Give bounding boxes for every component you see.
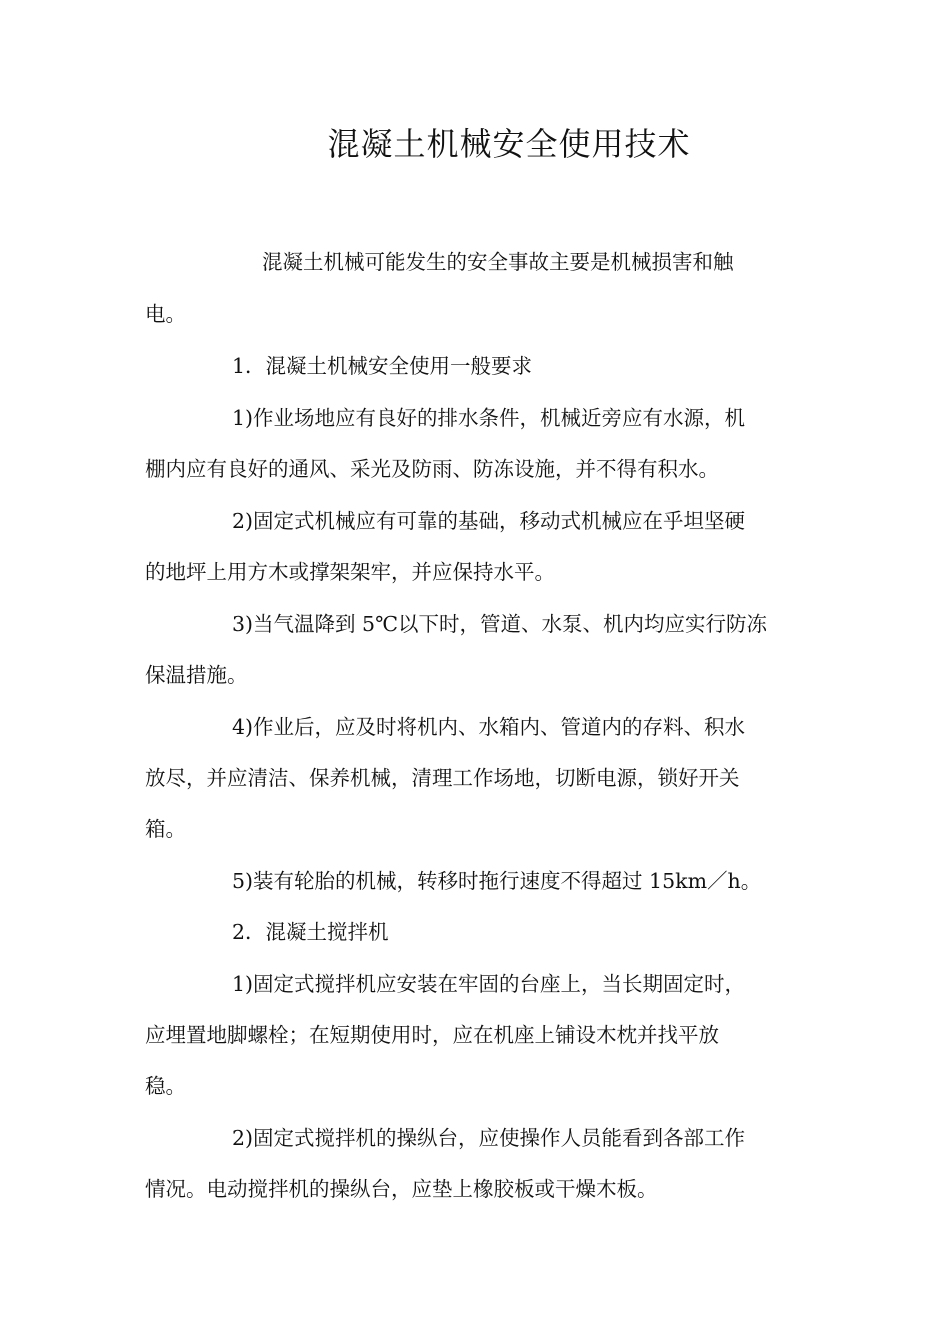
item-1-5-line-1: 5)装有轮胎的机械，转移时拖行速度不得超过 15km／h。 bbox=[232, 869, 762, 893]
item-1-3-line-1: 3)当气温降到 5℃以下时，管道、水泵、机内均应实行防冻 bbox=[232, 612, 768, 636]
item-1-2-line-1: 2)固定式机械应有可靠的基础，移动式机械应在乎坦坚硬 bbox=[232, 509, 746, 533]
item-1-4-line-1: 4)作业后，应及时将机内、水箱内、管道内的存料、积水 bbox=[232, 715, 746, 739]
item-2-2-line-1: 2)固定式搅拌机的操纵台，应使操作人员能看到各部工作 bbox=[232, 1126, 746, 1150]
item-2-1-line-3: 稳。 bbox=[145, 1074, 186, 1098]
item-2-2-line-2: 情况。电动搅拌机的操纵台，应垫上橡胶板或干燥木板。 bbox=[145, 1177, 658, 1201]
paragraph-intro-line-2: 电。 bbox=[145, 302, 186, 326]
item-2-1-line-2: 应埋置地脚螺栓；在短期使用时，应在机座上铺设木枕并找平放 bbox=[145, 1023, 719, 1047]
item-1-3-line-2: 保温措施。 bbox=[145, 663, 248, 687]
item-1-2-line-2: 的地坪上用方木或撑架架牢，并应保持水平。 bbox=[145, 560, 555, 584]
paragraph-intro-line-1: 混凝土机械可能发生的安全事故主要是机械损害和触 bbox=[262, 250, 734, 274]
section-heading-2: 2．混凝土搅拌机 bbox=[232, 920, 389, 944]
document-title: 混凝土机械安全使用技术 bbox=[327, 125, 691, 163]
item-1-1-line-2: 棚内应有良好的通风、采光及防雨、防冻设施，并不得有积水。 bbox=[145, 457, 719, 481]
item-1-1-line-1: 1)作业场地应有良好的排水条件，机械近旁应有水源，机 bbox=[232, 406, 746, 430]
item-1-4-line-2: 放尽，并应清洁、保养机械，清理工作场地，切断电源，锁好开关 bbox=[145, 766, 740, 790]
item-1-4-line-3: 箱。 bbox=[145, 817, 186, 841]
section-heading-1: 1．混凝土机械安全使用一般要求 bbox=[232, 354, 533, 378]
item-2-1-line-1: 1)固定式搅拌机应安装在牢固的台座上，当长期固定时， bbox=[232, 972, 746, 996]
